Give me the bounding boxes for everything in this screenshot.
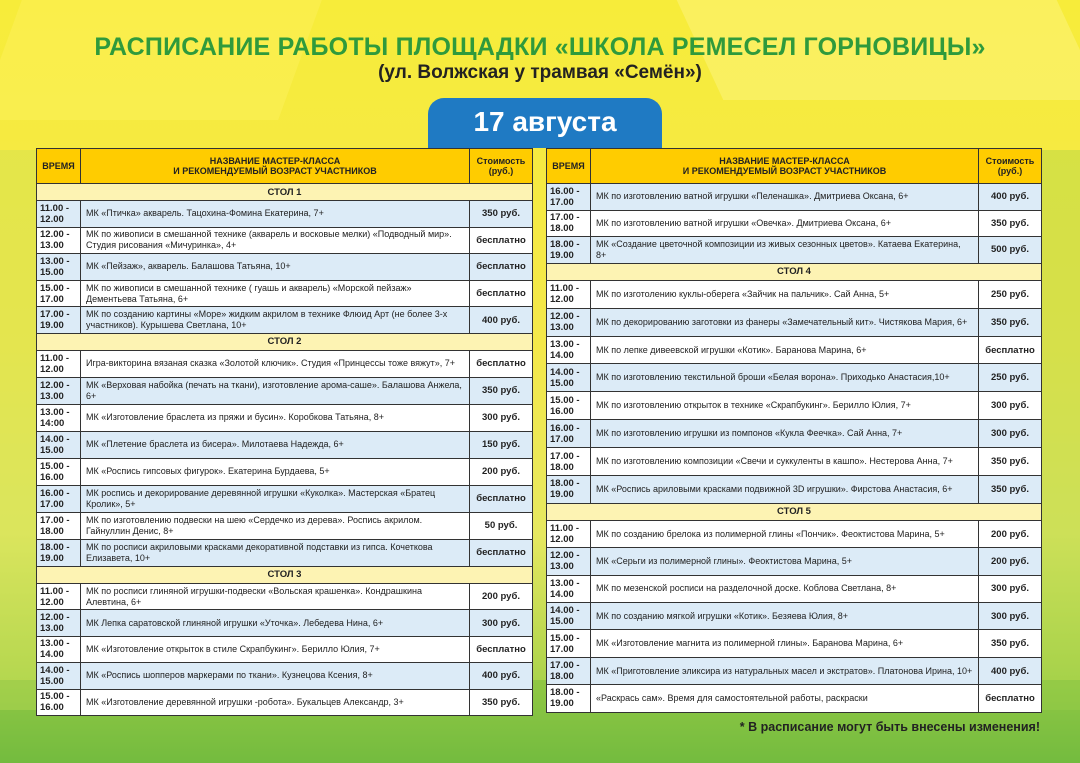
- class-name-cell: МК «Изготовление деревянной игрушки -робота». Букальцев Александр, 3+: [81, 689, 470, 715]
- table-row: [547, 237, 1042, 264]
- class-name-cell: МК «Изготовление браслета из пряжи и бусин». Коробкова Татьяна, 8+: [81, 404, 470, 431]
- cost-cell: 300 руб.: [470, 610, 533, 636]
- cost-cell: бесплатно: [470, 485, 533, 512]
- class-name-cell: «Раскрась сам». Время для самостоятельной работы, раскраски: [591, 685, 979, 712]
- class-name-cell: МК по росписи акриловыми красками декоративной подставки из гипса. Кочеткова Елизавета, 10+: [81, 539, 470, 566]
- section-title: СТОЛ 2: [37, 333, 533, 350]
- class-name-cell: МК по изготолению куклы-оберега «Зайчик на пальчик». Сай Анна, 5+: [591, 280, 979, 308]
- class-name-cell: МК «Изготовление магнита из полимерной глины». Баранова Марина, 6+: [591, 630, 979, 657]
- table-row: [37, 485, 533, 512]
- table-row: [547, 392, 1042, 420]
- cost-cell: 350 руб.: [470, 689, 533, 715]
- time-cell: 17.00 - 18.00: [547, 657, 591, 684]
- table-row: [547, 210, 1042, 237]
- time-cell: 11.00 - 12.00: [37, 201, 81, 228]
- class-name-cell: МК по созданию картины «Море» жидким акрилом в технике Флюид Арт (не более 3-х участников). Курышева Светлана, 10+: [81, 307, 470, 334]
- cost-cell: 400 руб.: [470, 663, 533, 689]
- cost-cell: 200 руб.: [979, 520, 1042, 547]
- schedule-table-right: [546, 148, 1042, 713]
- table-row: [547, 308, 1042, 336]
- header-name-line2: И РЕКОМЕНДУЕМЫЙ ВОЗРАСТ УЧАСТНИКОВ: [173, 166, 377, 176]
- class-name-cell: МК по изготовлению открыток в технике «Скрапбукинг». Берилло Юлия, 7+: [591, 392, 979, 420]
- section-title: СТОЛ 3: [37, 566, 533, 583]
- changes-note: * В расписание могут быть внесены изменения!: [739, 720, 1040, 734]
- table-row: [547, 420, 1042, 448]
- cost-cell: 350 руб.: [979, 448, 1042, 476]
- cost-cell: 400 руб.: [979, 657, 1042, 684]
- time-cell: 12.00 - 13.00: [547, 308, 591, 336]
- table-row: [37, 201, 533, 228]
- class-name-cell: МК «Верховая набойка (печать на ткани), изготовление арома-саше». Балашова Анжела, 6+: [81, 377, 470, 404]
- time-cell: 15.00 - 16.00: [37, 458, 81, 485]
- time-cell: 13.00 - 14.00: [547, 575, 591, 602]
- table-row: [37, 431, 533, 458]
- cost-cell: бесплатно: [470, 280, 533, 307]
- time-cell: 12.00 - 13.00: [37, 227, 81, 254]
- time-cell: 14.00 - 15.00: [547, 603, 591, 630]
- header-cost-line1: Стоимость: [476, 156, 526, 166]
- cost-cell: 350 руб.: [979, 210, 1042, 237]
- class-name-cell: МК Лепка саратовской глиняной игрушки «Уточка». Лебедева Нина, 6+: [81, 610, 470, 636]
- section-row: [37, 333, 533, 350]
- section-row: [37, 184, 533, 201]
- table-row: [547, 603, 1042, 630]
- table-row: [37, 663, 533, 689]
- header-name-line1: НАЗВАНИЕ МАСТЕР-КЛАССА: [719, 156, 850, 166]
- cost-cell: 200 руб.: [470, 458, 533, 485]
- table-row: [547, 630, 1042, 657]
- cost-cell: 300 руб.: [979, 420, 1042, 448]
- header-name-line2: И РЕКОМЕНДУЕМЫЙ ВОЗРАСТ УЧАСТНИКОВ: [682, 166, 887, 176]
- time-cell: 11.00 - 12.00: [547, 520, 591, 547]
- time-cell: 11.00 - 12.00: [547, 280, 591, 308]
- header-cost: [470, 149, 533, 184]
- time-cell: 14.00 - 15.00: [37, 431, 81, 458]
- class-name-cell: МК по росписи глиняной игрушки-подвески «Вольская крашенка». Кондрашкина Алевтина, 6+: [81, 583, 470, 609]
- class-name-cell: МК по созданию мягкой игрушки «Котик». Безяева Юлия, 8+: [591, 603, 979, 630]
- table-row: [37, 227, 533, 254]
- cost-cell: 50 руб.: [470, 512, 533, 539]
- cost-cell: 300 руб.: [979, 575, 1042, 602]
- cost-cell: бесплатно: [470, 539, 533, 566]
- class-name-cell: МК «Роспись шопперов маркерами по ткани». Кузнецова Ксения, 8+: [81, 663, 470, 689]
- cost-cell: 250 руб.: [979, 364, 1042, 392]
- cost-cell: бесплатно: [470, 350, 533, 377]
- cost-cell: бесплатно: [979, 336, 1042, 364]
- table-row: [37, 254, 533, 281]
- cost-cell: 500 руб.: [979, 237, 1042, 264]
- table-row: [547, 476, 1042, 504]
- table-row: [547, 520, 1042, 547]
- table-row: [37, 512, 533, 539]
- time-cell: 15.00 - 16.00: [37, 689, 81, 715]
- time-cell: 16.00 - 17.00: [547, 184, 591, 211]
- cost-cell: 350 руб.: [470, 201, 533, 228]
- page-title: РАСПИСАНИЕ РАБОТЫ ПЛОЩАДКИ «ШКОЛА РЕМЕСЕЛ ГОРНОВИЦЫ»: [94, 33, 986, 61]
- section-title: СТОЛ 1: [37, 184, 533, 201]
- class-name-cell: МК по мезенской росписи на разделочной доске. Коблова Светлана, 8+: [591, 575, 979, 602]
- header-row: [37, 149, 533, 184]
- header-time: ВРЕМЯ: [547, 149, 591, 184]
- table-row: [37, 539, 533, 566]
- cost-cell: бесплатно: [470, 254, 533, 281]
- time-cell: 18.00 - 19.00: [37, 539, 81, 566]
- table-row: [547, 184, 1042, 211]
- header-cost-line2: (руб.): [488, 166, 514, 176]
- class-name-cell: МК «Плетение браслета из бисера». Милотаева Надежда, 6+: [81, 431, 470, 458]
- table-row: [37, 377, 533, 404]
- time-cell: 13.00 - 14.00: [37, 636, 81, 662]
- class-name-cell: МК по декорированию заготовки из фанеры «Замечательный кит». Чистякова Мария, 6+: [591, 308, 979, 336]
- time-cell: 17.00 - 18.00: [547, 448, 591, 476]
- time-cell: 17.00 - 18.00: [547, 210, 591, 237]
- time-cell: 12.00 - 13.00: [37, 377, 81, 404]
- time-cell: 12.00 - 13.00: [547, 548, 591, 575]
- cost-cell: 300 руб.: [979, 392, 1042, 420]
- table-row: [37, 636, 533, 662]
- section-title: СТОЛ 5: [547, 503, 1042, 520]
- table-row: [37, 458, 533, 485]
- section-row: [547, 263, 1042, 280]
- table-row: [37, 307, 533, 334]
- section-row: [547, 503, 1042, 520]
- class-name-cell: МК по созданию брелока из полимерной глины «Пончик». Феоктистова Марина, 5+: [591, 520, 979, 547]
- class-name-cell: МК «Роспись ариловыми красками подвижной 3D игрушки». Фирстова Анастасия, 6+: [591, 476, 979, 504]
- cost-cell: 200 руб.: [470, 583, 533, 609]
- time-cell: 16.00 - 17.00: [37, 485, 81, 512]
- table-row: [547, 657, 1042, 684]
- table-row: [547, 548, 1042, 575]
- time-cell: 14.00 - 15.00: [37, 663, 81, 689]
- cost-cell: 150 руб.: [470, 431, 533, 458]
- section-row: [37, 566, 533, 583]
- class-name-cell: МК «Изготовление открыток в стиле Скрапбукинг». Берилло Юлия, 7+: [81, 636, 470, 662]
- class-name-cell: МК «Создание цветочной композиции из живых сезонных цветов». Катаева Екатерина, 8+: [591, 237, 979, 264]
- time-cell: 16.00 - 17.00: [547, 420, 591, 448]
- time-cell: 13.00 - 15.00: [37, 254, 81, 281]
- time-cell: 18.00 - 19.00: [547, 685, 591, 712]
- time-cell: 18.00 - 19.00: [547, 476, 591, 504]
- table-row: [37, 350, 533, 377]
- class-name-cell: МК «Роспись гипсовых фигурок». Екатерина Бурдаева, 5+: [81, 458, 470, 485]
- class-name-cell: МК по лепке дивеевской игрушки «Котик». Баранова Марина, 6+: [591, 336, 979, 364]
- cost-cell: 300 руб.: [979, 603, 1042, 630]
- time-cell: 13.00 - 14:00: [37, 404, 81, 431]
- header-cost-line2: (руб.): [997, 166, 1023, 176]
- header-name: [591, 149, 979, 184]
- time-cell: 15.00 - 17.00: [37, 280, 81, 307]
- page-subtitle: (ул. Волжская у трамвая «Семён»): [378, 62, 702, 83]
- cost-cell: 350 руб.: [979, 630, 1042, 657]
- cost-cell: 250 руб.: [979, 280, 1042, 308]
- table-row: [37, 404, 533, 431]
- time-cell: 17.00 - 18.00: [37, 512, 81, 539]
- cost-cell: 350 руб.: [979, 476, 1042, 504]
- table-row: [37, 689, 533, 715]
- cost-cell: 200 руб.: [979, 548, 1042, 575]
- time-cell: 11.00 - 12.00: [37, 583, 81, 609]
- cost-cell: 350 руб.: [470, 377, 533, 404]
- table-row: [547, 685, 1042, 712]
- header-cost-line1: Стоимость: [985, 156, 1035, 166]
- cost-cell: бесплатно: [470, 636, 533, 662]
- table-row: [547, 448, 1042, 476]
- header-time: ВРЕМЯ: [37, 149, 81, 184]
- class-name-cell: МК «Пейзаж», акварель. Балашова Татьяна, 10+: [81, 254, 470, 281]
- table-row: [547, 280, 1042, 308]
- class-name-cell: МК по изготовлению игрушки из помпонов «Кукла Феечка». Сай Анна, 7+: [591, 420, 979, 448]
- time-cell: 18.00 - 19.00: [547, 237, 591, 264]
- class-name-cell: МК «Приготовление эликсира из натуральных масел и экстратов». Платонова Ирина, 10+: [591, 657, 979, 684]
- class-name-cell: МК роспись и декорирование деревянной игрушки «Куколка». Мастерская «Братец Кролик», 5+: [81, 485, 470, 512]
- class-name-cell: МК по изготовлению композиции «Свечи и суккуленты в кашпо». Нестерова Анна, 7+: [591, 448, 979, 476]
- time-cell: 12.00 - 13.00: [37, 610, 81, 636]
- table-row: [37, 610, 533, 636]
- class-name-cell: МК «Птичка» акварель. Тацохина-Фомина Екатерина, 7+: [81, 201, 470, 228]
- class-name-cell: МК «Серьги из полимерной глины». Феоктистова Марина, 5+: [591, 548, 979, 575]
- time-cell: 17.00 - 19.00: [37, 307, 81, 334]
- time-cell: 14.00 - 15.00: [547, 364, 591, 392]
- cost-cell: бесплатно: [470, 227, 533, 254]
- class-name-cell: МК по изготовлению подвески на шею «Сердечко из дерева». Роспись акрилом. Гайнуллин Денис, 8+: [81, 512, 470, 539]
- class-name-cell: МК по изготовлению текстильной броши «Белая ворона». Приходько Анастасия,10+: [591, 364, 979, 392]
- time-cell: 15.00 - 17.00: [547, 630, 591, 657]
- table-row: [547, 336, 1042, 364]
- class-name-cell: МК по живописи в смешанной технике ( гуашь и акварель) «Морской пейзаж» Дементьева Татьяна, 6+: [81, 280, 470, 307]
- table-row: [547, 364, 1042, 392]
- table-row: [37, 280, 533, 307]
- class-name-cell: Игра-викторина вязаная сказка «Золотой ключик». Студия «Принцессы тоже вяжут», 7+: [81, 350, 470, 377]
- header-name-line1: НАЗВАНИЕ МАСТЕР-КЛАССА: [209, 156, 341, 166]
- time-cell: 15.00 - 16.00: [547, 392, 591, 420]
- section-title: СТОЛ 4: [547, 263, 1042, 280]
- cost-cell: 300 руб.: [470, 404, 533, 431]
- date-tab: 17 августа: [428, 98, 662, 148]
- schedule-table-left: [36, 148, 533, 716]
- class-name-cell: МК по изготовлению ватной игрушки «Пеленашка». Дмитриева Оксана, 6+: [591, 184, 979, 211]
- table-row: [37, 583, 533, 609]
- header-row: [547, 149, 1042, 184]
- class-name-cell: МК по изготовлению ватной игрушки «Овечка». Дмитриева Оксана, 6+: [591, 210, 979, 237]
- cost-cell: 400 руб.: [470, 307, 533, 334]
- table-row: [547, 575, 1042, 602]
- cost-cell: 400 руб.: [979, 184, 1042, 211]
- header-cost: [979, 149, 1042, 184]
- header-name: [81, 149, 470, 184]
- cost-cell: бесплатно: [979, 685, 1042, 712]
- time-cell: 11.00 - 12.00: [37, 350, 81, 377]
- time-cell: 13.00 - 14.00: [547, 336, 591, 364]
- cost-cell: 350 руб.: [979, 308, 1042, 336]
- class-name-cell: МК по живописи в смешанной технике (акварель и восковые мелки) «Подводный мир». Студия рисования «Мичуринка», 4+: [81, 227, 470, 254]
